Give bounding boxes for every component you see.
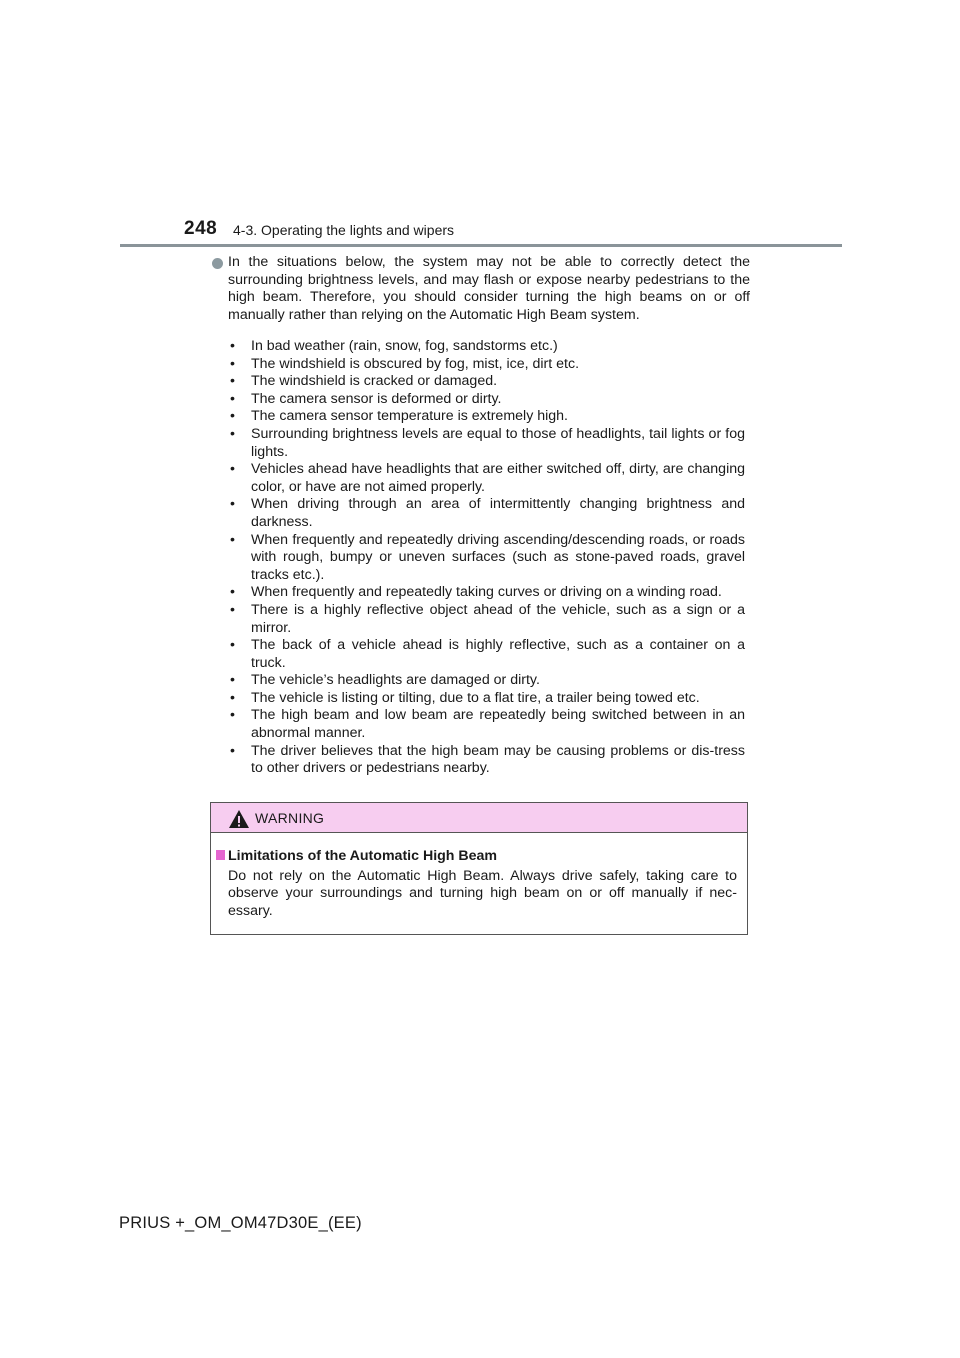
square-bullet-icon — [216, 850, 225, 860]
page-header — [0, 0, 960, 250]
bullet-dot: • — [230, 425, 235, 442]
list-item — [228, 356, 745, 374]
list-item-text: The vehicle is listing or tilting, due to a flat tire, a trailer being towed etc. — [251, 689, 700, 706]
list-item — [228, 672, 745, 690]
list-item — [228, 532, 745, 585]
list-item — [228, 637, 745, 672]
bullet-dot: • — [230, 689, 235, 706]
bullet-dot: • — [230, 707, 235, 724]
list-item-text: The windshield is obscured by fog, mist, ice, dirt etc. — [251, 355, 580, 372]
page-number: 248 — [184, 218, 218, 239]
condition-list — [228, 338, 745, 778]
intro-text: In the situations below, the system may not be able to correctly detect the surrounding brightness levels, and may flash or expose nearby pedestrians to the high beam. Therefore, you should consider turning the high beams on or off manually rather than relying on the Automatic High Beam system. — [228, 254, 750, 323]
list-item-text: The high beam and low beam are repeatedly being switched between in an abnormal manner. — [251, 707, 745, 742]
list-item — [228, 690, 745, 708]
list-item — [228, 496, 745, 531]
list-item-text: The windshield is cracked or damaged. — [251, 373, 498, 390]
list-item — [228, 408, 745, 426]
bullet-dot: • — [230, 390, 235, 407]
warning-body — [211, 833, 747, 920]
warning-subtitle: Limitations of the Automatic High Beam — [228, 848, 498, 864]
list-item — [228, 707, 745, 742]
bullet-dot: • — [230, 637, 235, 654]
list-item-text: The vehicle’s headlights are damaged or dirty. — [251, 672, 540, 689]
list-item-text: There is a highly reflective object ahead of the vehicle, such as a sign or a mirror. — [251, 601, 745, 636]
bullet-dot: • — [230, 531, 235, 548]
list-item-text: When frequently and repeatedly driving ascending/descending roads, or roads with rough, bumpy or uneven surfaces (such as stone-paved roads, gravel tracks etc.). — [251, 531, 745, 583]
bullet-dot: • — [230, 742, 235, 759]
warning-text: Do not rely on the Automatic High Beam. Always drive safely, taking care to observe your surroundings and turning high beam on or off manually if nec-essary. — [228, 867, 737, 919]
list-item — [228, 338, 745, 356]
circle-bullet-icon — [212, 258, 223, 269]
list-item-text: The driver believes that the high beam may be causing problems or dis-tress to other drivers or pedestrians nearby. — [251, 742, 745, 777]
bullet-dot: • — [230, 355, 235, 372]
bullet-dot: • — [230, 601, 235, 618]
list-item-text: Surrounding brightness levels are equal to those of headlights, tail lights or fog lights. — [251, 425, 745, 460]
list-item — [228, 373, 745, 391]
list-item-text: In bad weather (rain, snow, fog, sandstorms etc.) — [251, 338, 558, 354]
list-item-text: When driving through an area of intermittently changing brightness and darkness. — [251, 496, 745, 530]
list-item — [228, 743, 745, 778]
list-item — [228, 584, 745, 602]
warning-box — [210, 802, 748, 935]
list-item — [228, 461, 745, 496]
bullet-dot: • — [230, 496, 235, 513]
list-item-text: The camera sensor is deformed or dirty. — [251, 390, 502, 407]
header-divider — [120, 244, 842, 247]
bullet-dot: • — [230, 408, 235, 425]
list-item-text: The camera sensor temperature is extremely high. — [251, 408, 568, 425]
warning-triangle-icon — [228, 809, 250, 829]
warning-header — [211, 803, 747, 833]
bullet-dot: • — [230, 461, 235, 478]
bullet-dot: • — [230, 672, 235, 689]
list-item — [228, 426, 745, 461]
section-title: 4-3. Operating the lights and wipers — [233, 222, 455, 238]
warning-title: WARNING — [255, 810, 325, 826]
list-item-text: Vehicles ahead have headlights that are either switched off, dirty, are changing color, or have are not aimed properly. — [251, 461, 745, 495]
intro-paragraph — [212, 254, 750, 324]
list-item-text: The back of a vehicle ahead is highly reflective, such as a container on a truck. — [251, 637, 745, 671]
list-item — [228, 391, 745, 409]
bullet-dot: • — [230, 338, 235, 354]
bullet-dot: • — [230, 373, 235, 390]
list-item — [228, 602, 745, 637]
bullet-dot: • — [230, 584, 235, 601]
list-item-text: When frequently and repeatedly taking curves or driving on a winding road. — [251, 584, 722, 601]
document-id: PRIUS +_OM_OM47D30E_(EE) — [119, 1214, 362, 1232]
